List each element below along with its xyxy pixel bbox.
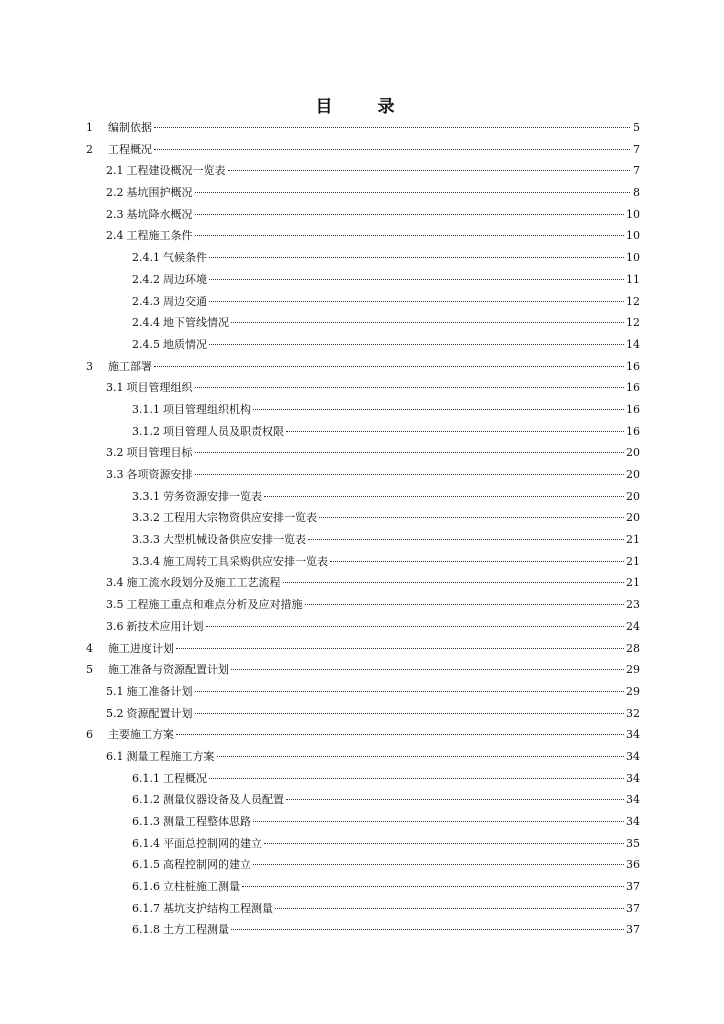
- toc-entry[interactable]: [0, 876, 724, 898]
- toc-entry[interactable]: [0, 898, 724, 920]
- toc-entry-number: 2.3: [106, 207, 124, 221]
- toc-entry-number: 6.1.2: [132, 793, 160, 807]
- toc-entry-title: 工程施工条件: [126, 229, 193, 243]
- toc-dot-leader: [206, 626, 625, 627]
- toc-entry-title: 工程建设概况一览表: [126, 164, 226, 178]
- toc-entry-number: 3.5: [106, 598, 124, 612]
- toc-entry-page-number: 16: [626, 381, 640, 395]
- toc-entry-page-number: 32: [626, 706, 640, 720]
- toc-entry-number: 6.1: [106, 749, 124, 763]
- toc-entry-page-number: 24: [626, 619, 640, 633]
- toc-dot-leader: [286, 799, 624, 800]
- toc-entry-number: 6: [86, 728, 93, 742]
- toc-entry-page-number: 20: [626, 446, 640, 460]
- toc-entry-title: 项目管理人员及职责权限: [163, 424, 284, 438]
- toc-entry-page-number: 16: [626, 402, 640, 416]
- toc-entry-title: 平面总控制网的建立: [163, 836, 262, 850]
- toc-dot-leader: [286, 431, 624, 432]
- toc-entry-page-number: 34: [626, 749, 640, 763]
- toc-dot-leader: [195, 713, 625, 714]
- toc-entry-title: 项目管理组织机构: [163, 402, 251, 416]
- toc-dot-leader: [217, 756, 625, 757]
- toc-dot-leader: [275, 908, 624, 909]
- toc-entry-number: 2.4.2: [132, 272, 160, 286]
- toc-entry[interactable]: [0, 616, 724, 638]
- toc-entry[interactable]: [0, 811, 724, 833]
- toc-entry-page-number: 29: [626, 684, 640, 698]
- toc-entry-number: 3.3: [106, 468, 124, 481]
- toc-entry-title: 工程概况: [108, 142, 152, 156]
- toc-entry-title: 周边交通: [163, 294, 207, 308]
- toc-entry[interactable]: [0, 486, 724, 508]
- toc-entry-title: 测量工程整体思路: [163, 815, 251, 828]
- toc-entry-page-number: 7: [633, 164, 640, 178]
- toc-entry-page-number: 21: [626, 554, 640, 568]
- toc-entry-number: 3.1: [106, 381, 124, 395]
- toc-dot-leader: [154, 366, 624, 367]
- toc-dot-leader: [195, 387, 625, 388]
- toc-entry-number: 2.4.5: [132, 337, 160, 351]
- toc-dot-leader: [154, 149, 630, 150]
- toc-entry[interactable]: [0, 551, 724, 573]
- toc-entry-page-number: 29: [626, 663, 640, 677]
- toc-entry[interactable]: [0, 638, 724, 660]
- toc-entry-page-number: 7: [633, 142, 640, 156]
- toc-dot-leader: [176, 734, 624, 735]
- toc-entry-number: 3.3.3: [132, 533, 160, 547]
- toc-entry-title: 基坑围护概况: [126, 186, 193, 200]
- toc-dot-leader: [308, 539, 624, 540]
- toc-entry[interactable]: [0, 247, 724, 269]
- toc-entry[interactable]: [0, 507, 724, 529]
- toc-dot-leader: [283, 582, 625, 583]
- toc-entry[interactable]: [0, 919, 724, 941]
- toc-dot-leader: [209, 301, 624, 302]
- toc-entry-title: 地质情况: [163, 337, 207, 351]
- toc-entry-title: 项目管理目标: [126, 446, 193, 460]
- toc-entry-title: 编制依据: [108, 121, 152, 134]
- toc-entry-page-number: 12: [626, 294, 640, 308]
- toc-entry[interactable]: [0, 464, 724, 486]
- toc-entry[interactable]: [0, 399, 724, 421]
- toc-dot-leader: [253, 821, 624, 822]
- toc-entry-number: 6.1.8: [132, 923, 160, 937]
- toc-entry-number: 6.1.5: [132, 858, 160, 872]
- toc-entry[interactable]: [0, 269, 724, 291]
- toc-entry-page-number: 34: [626, 771, 640, 785]
- toc-entry-number: 2.2: [106, 186, 124, 200]
- toc-entry-number: 2.4.4: [132, 316, 160, 330]
- toc-dot-leader: [319, 517, 624, 518]
- toc-entry[interactable]: [0, 334, 724, 356]
- toc-entry[interactable]: [0, 703, 724, 725]
- toc-dot-leader: [195, 474, 625, 475]
- toc-entry[interactable]: [0, 204, 724, 226]
- toc-dot-leader: [154, 127, 630, 128]
- toc-entry-page-number: 5: [633, 121, 640, 134]
- toc-entry-number: 5: [86, 663, 93, 677]
- toc-entry-title: 测量工程施工方案: [126, 749, 215, 763]
- toc-entry-number: 6.1.4: [132, 836, 160, 850]
- toc-entry-number: 6.1.6: [132, 880, 160, 894]
- toc-entry-title: 施工进度计划: [108, 641, 174, 655]
- toc-entry-number: 2.1: [106, 164, 124, 178]
- toc-entry-page-number: 11: [626, 272, 640, 286]
- toc-entry[interactable]: [0, 312, 724, 334]
- toc-entry[interactable]: [0, 833, 724, 855]
- toc-dot-leader: [195, 214, 625, 215]
- toc-dot-leader: [195, 691, 625, 692]
- toc-entry-page-number: 20: [626, 511, 640, 525]
- toc-entry-page-number: 10: [626, 207, 640, 221]
- toc-entry-title: 大型机械设备供应安排一览表: [163, 533, 306, 547]
- toc-title: 目 录: [315, 97, 409, 117]
- toc-entry-page-number: 28: [626, 641, 640, 655]
- toc-entry[interactable]: [0, 160, 724, 182]
- toc-entry-number: 3.1.2: [132, 424, 160, 438]
- toc-dot-leader: [253, 409, 624, 410]
- toc-entry-page-number: 36: [626, 858, 640, 872]
- toc-entry-number: 4: [86, 641, 93, 655]
- toc-entry-number: 5.1: [106, 684, 124, 698]
- toc-dot-leader: [209, 257, 624, 258]
- toc-entry-page-number: 21: [626, 576, 640, 590]
- toc-entry[interactable]: [0, 594, 724, 616]
- toc-entry-title: 劳务资源安排一览表: [163, 489, 262, 503]
- toc-entry-page-number: 16: [626, 424, 640, 438]
- toc-entry-number: 6.1.7: [132, 901, 160, 915]
- toc-entry-number: 3: [86, 359, 93, 373]
- toc-entry-page-number: 16: [626, 359, 640, 373]
- toc-entry[interactable]: [0, 442, 724, 464]
- toc-entry-number: 2.4.1: [132, 251, 160, 265]
- toc-entry[interactable]: [0, 659, 724, 681]
- toc-entry-title: 工程用大宗物资供应安排一览表: [163, 511, 317, 525]
- toc-entry[interactable]: [0, 681, 724, 703]
- toc-entry-number: 3.6: [106, 619, 124, 633]
- toc-entry-number: 3.1.1: [132, 402, 160, 416]
- toc-entry[interactable]: [0, 789, 724, 811]
- toc-entry[interactable]: [0, 768, 724, 790]
- toc-dot-leader: [264, 843, 624, 844]
- toc-entry[interactable]: [0, 225, 724, 247]
- toc-dot-leader: [209, 778, 624, 779]
- toc-dot-leader: [195, 192, 631, 193]
- toc-entry-number: 2.4.3: [132, 294, 160, 308]
- toc-entry-page-number: 23: [626, 598, 640, 612]
- toc-entry-page-number: 37: [626, 901, 640, 915]
- toc-entry[interactable]: [0, 356, 724, 378]
- toc-entry-number: 2.4: [106, 229, 124, 243]
- toc-dot-leader: [209, 279, 624, 280]
- toc-entry-number: 6.1.3: [132, 815, 160, 828]
- toc-entry-title: 各项资源安排: [126, 468, 193, 481]
- toc-dot-leader: [231, 929, 624, 930]
- toc-entry-page-number: 21: [626, 533, 640, 547]
- toc-entry-page-number: 37: [626, 923, 640, 937]
- toc-dot-leader: [253, 864, 624, 865]
- table-of-contents: [0, 117, 724, 941]
- toc-entry-number: 3.3.1: [132, 489, 160, 503]
- toc-entry[interactable]: [0, 117, 724, 139]
- toc-entry-page-number: 20: [626, 468, 640, 481]
- toc-entry-number: 2: [86, 142, 93, 156]
- toc-entry-title: 项目管理组织: [126, 381, 193, 395]
- toc-dot-leader: [305, 604, 625, 605]
- toc-entry-page-number: 34: [626, 793, 640, 807]
- toc-entry[interactable]: [0, 421, 724, 443]
- toc-entry[interactable]: [0, 182, 724, 204]
- toc-entry-title: 施工准备与资源配置计划: [108, 663, 229, 677]
- toc-entry-title: 资源配置计划: [126, 706, 193, 720]
- toc-entry-number: 5.2: [106, 706, 124, 720]
- toc-entry-number: 3.3.2: [132, 511, 160, 525]
- toc-entry-page-number: 8: [633, 186, 640, 200]
- toc-entry-page-number: 14: [626, 337, 640, 351]
- toc-entry-title: 地下管线情况: [163, 316, 229, 330]
- toc-dot-leader: [176, 648, 624, 649]
- toc-dot-leader: [231, 322, 624, 323]
- toc-entry-page-number: 34: [626, 815, 640, 828]
- toc-entry[interactable]: [0, 377, 724, 399]
- toc-entry-title: 基坑支护结构工程测量: [163, 901, 273, 915]
- toc-entry[interactable]: [0, 529, 724, 551]
- toc-entry-title: 工程概况: [163, 771, 207, 785]
- toc-entry-title: 施工部署: [108, 359, 152, 373]
- toc-dot-leader: [195, 452, 625, 453]
- toc-entry-number: 3.4: [106, 576, 124, 590]
- toc-entry-page-number: 20: [626, 489, 640, 503]
- toc-entry-title: 周边环境: [163, 272, 207, 286]
- toc-entry-title: 施工准备计划: [126, 684, 193, 698]
- toc-entry-title: 施工流水段划分及施工工艺流程: [126, 576, 281, 590]
- toc-entry-title: 高程控制网的建立: [163, 858, 251, 872]
- toc-dot-leader: [330, 561, 624, 562]
- toc-dot-leader: [264, 496, 624, 497]
- toc-entry-number: 6.1.1: [132, 771, 160, 785]
- toc-entry[interactable]: [0, 572, 724, 594]
- toc-entry[interactable]: [0, 139, 724, 161]
- toc-entry-page-number: 10: [626, 251, 640, 265]
- toc-dot-leader: [209, 344, 624, 345]
- toc-entry-title: 工程施工重点和难点分析及应对措施: [126, 598, 303, 612]
- toc-entry-title: 基坑降水概况: [126, 207, 193, 221]
- toc-entry-title: 土方工程测量: [163, 923, 229, 937]
- toc-dot-leader: [228, 170, 631, 171]
- toc-entry-title: 气候条件: [163, 251, 207, 265]
- toc-dot-leader: [242, 886, 624, 887]
- toc-entry-title: 新技术应用计划: [126, 619, 204, 633]
- toc-entry-number: 3.2: [106, 446, 124, 460]
- toc-entry-title: 施工周转工具采购供应安排一览表: [163, 554, 328, 568]
- toc-dot-leader: [231, 669, 624, 670]
- toc-entry[interactable]: [0, 854, 724, 876]
- toc-entry-title: 主要施工方案: [108, 728, 174, 742]
- toc-entry-number: 3.3.4: [132, 554, 160, 568]
- toc-entry-page-number: 37: [626, 880, 640, 894]
- toc-entry-page-number: 34: [626, 728, 640, 742]
- toc-entry-page-number: 12: [626, 316, 640, 330]
- toc-dot-leader: [195, 235, 625, 236]
- toc-entry-title: 测量仪器设备及人员配置: [163, 793, 284, 807]
- toc-entry-page-number: 35: [626, 836, 640, 850]
- toc-entry[interactable]: [0, 746, 724, 768]
- toc-entry[interactable]: [0, 291, 724, 313]
- toc-entry[interactable]: [0, 724, 724, 746]
- toc-entry-title: 立柱桩施工测量: [163, 880, 240, 894]
- toc-entry-page-number: 10: [626, 229, 640, 243]
- toc-entry-number: 1: [86, 121, 93, 134]
